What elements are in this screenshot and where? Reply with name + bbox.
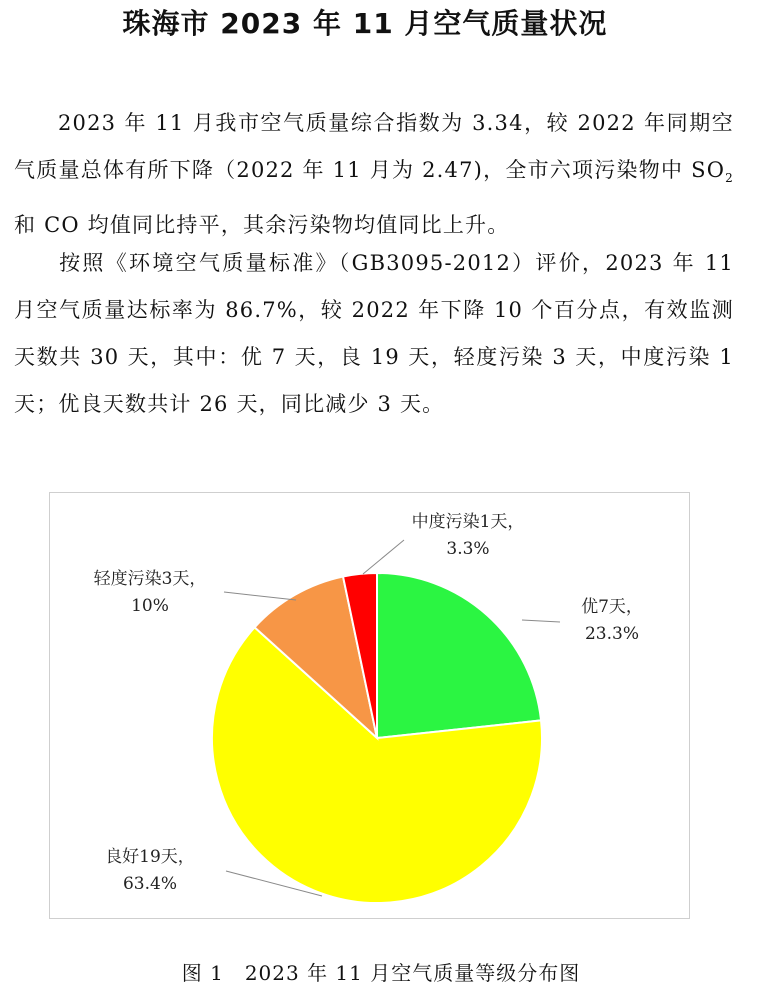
- paragraph-overview-text-a: 2023 年 11 月我市空气质量综合指数为 3.34，较 2022 年同期空气质量总体有所下降（2022 年 11 月为 2.47)，全市六项污染物中 SO: [14, 111, 734, 182]
- paragraph-evaluation-text: 按照《环境空气质量标准》（GB3095-2012）评价，2023 年 11 月空气质量达标率为 86.7%，较 2022 年下降 10 个百分点，有效监测天数共 30 天，其中：优 7 天，良 19 天，轻度污染 3 天，中度污染 1 天；优良天数共计 26 天，同比减少 3 天。: [14, 251, 734, 416]
- so2-subscript: 2: [725, 171, 734, 185]
- slice-label: 优7天，: [581, 597, 643, 617]
- slice-leader-line: [363, 540, 404, 574]
- slice-label: 良好19天，: [105, 847, 195, 867]
- pie-slice: [377, 573, 541, 738]
- slice-percent-label: 23.3%: [584, 624, 640, 644]
- slice-percent-label: 63.4%: [122, 874, 178, 894]
- slice-label: 中度污染1天，: [411, 512, 525, 532]
- slice-percent-label: 10%: [131, 596, 169, 616]
- slice-label: 轻度污染3天，: [93, 569, 207, 589]
- slice-leader-line: [522, 620, 560, 622]
- paragraph-overview-text-b: 和 CO 均值同比持平，其余污染物均值同比上升。: [14, 213, 510, 237]
- slice-percent-label: 3.3%: [446, 539, 490, 559]
- page-title: 珠海市 2023 年 11 月空气质量状况: [122, 7, 608, 40]
- slice-leader-line: [224, 592, 296, 600]
- figure-caption: 图 1 2023 年 11 月空气质量等级分布图: [181, 961, 581, 985]
